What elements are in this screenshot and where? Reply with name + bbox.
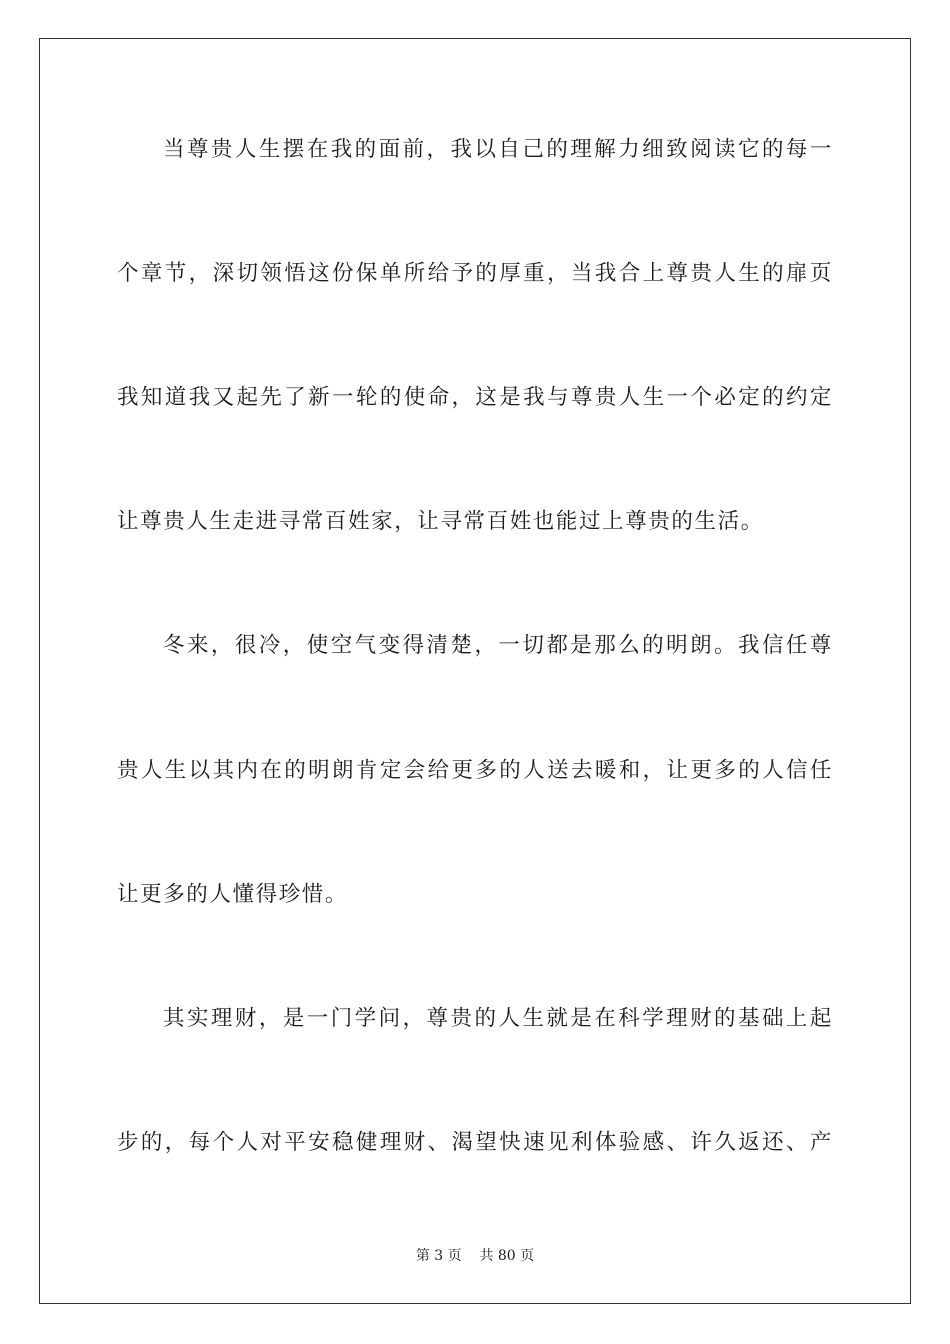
total-pages: 共 80 页 — [479, 1248, 535, 1264]
paragraph-line: 让尊贵人生走进寻常百姓家，让寻常百姓也能过上尊贵的生活。 — [117, 509, 764, 534]
page-footer — [0, 1246, 950, 1266]
paragraph-line: 我知道我又起先了新一轮的使命，这是我与尊贵人生一个必定的约定 — [117, 385, 833, 410]
paragraph-line: 其实理财，是一门学问，尊贵的人生就是在科学理财的基础上起 — [163, 1006, 833, 1031]
paragraph-line: 个章节，深切领悟这份保单所给予的厚重，当我合上尊贵人生的扉页 — [117, 261, 833, 286]
paragraph-line: 当尊贵人生摆在我的面前，我以自己的理解力细致阅读它的每一 — [163, 137, 833, 162]
page-number: 第 3 页 — [415, 1248, 462, 1264]
paragraph-line: 冬来，很冷，使空气变得清楚，一切都是那么的明朗。我信任尊 — [163, 633, 833, 658]
paragraph-line: 让更多的人懂得珍惜。 — [117, 882, 349, 907]
footer-spacer — [462, 1248, 480, 1264]
page-border — [39, 38, 911, 1304]
paragraph-line: 步的，每个人对平安稳健理财、渴望快速见利体验感、许久返还、产 — [117, 1130, 833, 1155]
paragraph-line: 贵人生以其内在的明朗肯定会给更多的人送去暖和，让更多的人信任 — [117, 758, 833, 783]
